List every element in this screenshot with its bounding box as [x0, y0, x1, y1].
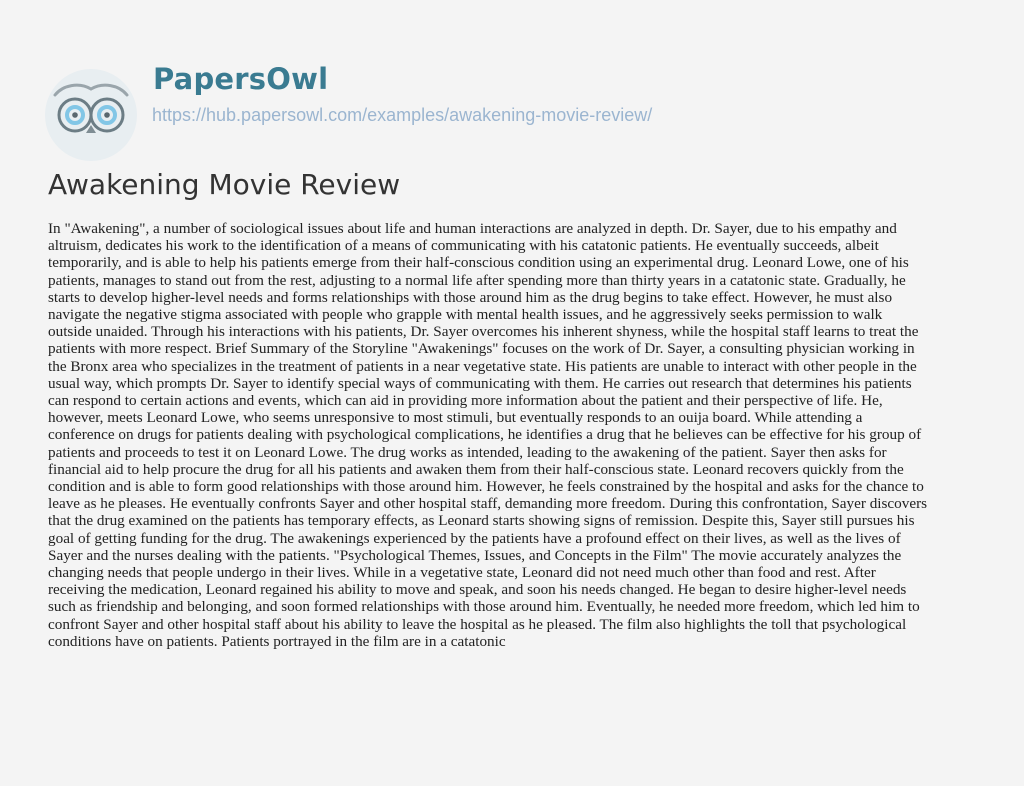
body-line: condition and is able to form good relationships with those around him. However, he feels constrained by the hospital and asks for the chance to	[48, 478, 924, 496]
body-line: conference on drugs for patients dealing with psychological complications, he identifies a drug that he believes can be effective for his group of	[48, 426, 922, 444]
body-line: leave as he pleases. He eventually confronts Sayer and other hospital staff, demanding more freedom. During this confrontation, Sayer discovers	[48, 495, 928, 513]
body-line: financial aid to help procure the drug for all his patients and awaken them from their half-conscious state. Leonard recovers quickly from the	[48, 460, 904, 478]
body-line: patients and proceeds to test it on Leonard Lowe. The drug works as intended, leading to the awakening of the patient. Sayer then asks for	[48, 443, 887, 461]
body-line: navigate the negative stigma associated with people who grapple with mental health issues, and he aggressively seeks permission to walk	[48, 306, 883, 324]
article-body	[48, 220, 978, 650]
body-line: receiving the medication, Leonard regained his ability to move and speak, and soon his needs changed. He began to desire higher-level needs	[48, 581, 907, 599]
body-line: patients, manages to stand out from the rest, adjusting to a normal life after spending more than thirty years in a catatonic state. Gradually, he	[48, 271, 906, 289]
body-line: goal of getting funding for the drug. The awakenings experienced by the patients have a profound effect on their lives, as well as the lives of	[48, 529, 901, 547]
body-line: starts to develop higher-level needs and forms relationships with those around him as the drug begins to take effect. However, he must also	[48, 288, 893, 306]
body-line: however, meets Leonard Lowe, who seems unresponsive to most stimuli, but eventually responds to an ouija board. While attending a	[48, 409, 863, 427]
body-line: that the drug examined on the patients has temporary effects, as Leonard starts showing signs of remission. Despite this, Sayer still pursues his	[48, 512, 915, 530]
body-line: can respond to certain actions and events, which can aid in providing more information about the patient and their perspective of life. He,	[48, 392, 883, 410]
body-line: conditions have on patients. Patients portrayed in the film are in a catatonic	[48, 632, 506, 650]
source-url-link[interactable]: https://hub.papersowl.com/examples/awakening-movie-review/	[152, 105, 653, 125]
body-line: temporarily, and is able to help his patients emerge from their half-conscious condition using an experimental drug. Leonard Lowe, one of his	[48, 254, 909, 272]
body-line: such as friendship and belonging, and soon formed relationships with those around him. Eventually, he needed more freedom, which led him to	[48, 598, 920, 616]
site-name: PapersOwl	[153, 62, 329, 96]
page-title: Awakening Movie Review	[48, 168, 401, 201]
owl-eyes-logo-icon	[43, 67, 139, 163]
body-line: usual way, which prompts Dr. Sayer to identify special ways of communicating with them. He carries out research that determines his patients	[48, 374, 912, 392]
body-line: outside unaided. Through his interactions with his patients, Dr. Sayer overcomes his inherent shyness, while the hospital staff learns to treat the	[48, 323, 919, 341]
body-line: the Bronx area who specializes in the treatment of patients in a near vegetative state. His patients are unable to interact with other people in the	[48, 357, 917, 375]
body-line: patients with more respect. Brief Summary of the Storyline "Awakenings" focuses on the work of Dr. Sayer, a consulting physician working in	[48, 340, 915, 358]
body-line: Sayer and the nurses dealing with the patients. "Psychological Themes, Issues, and Concepts in the Film" The movie accurately analyzes the	[48, 546, 902, 564]
body-line: changing needs that people undergo in their lives. While in a vegetative state, Leonard did not need much other than food and rest. After	[48, 564, 876, 582]
body-line: In "Awakening", a number of sociological issues about life and human interactions are analyzed in depth. Dr. Sayer, due to his empathy and	[48, 220, 897, 237]
body-line: confront Sayer and other hospital staff about his ability to leave the hospital as he pleased. The film also highlights the toll that psychological	[48, 615, 907, 633]
body-line: altruism, dedicates his work to the identification of a means of communicating with his catatonic patients. He eventually succeeds, albeit	[48, 237, 879, 255]
site-header	[43, 55, 943, 135]
